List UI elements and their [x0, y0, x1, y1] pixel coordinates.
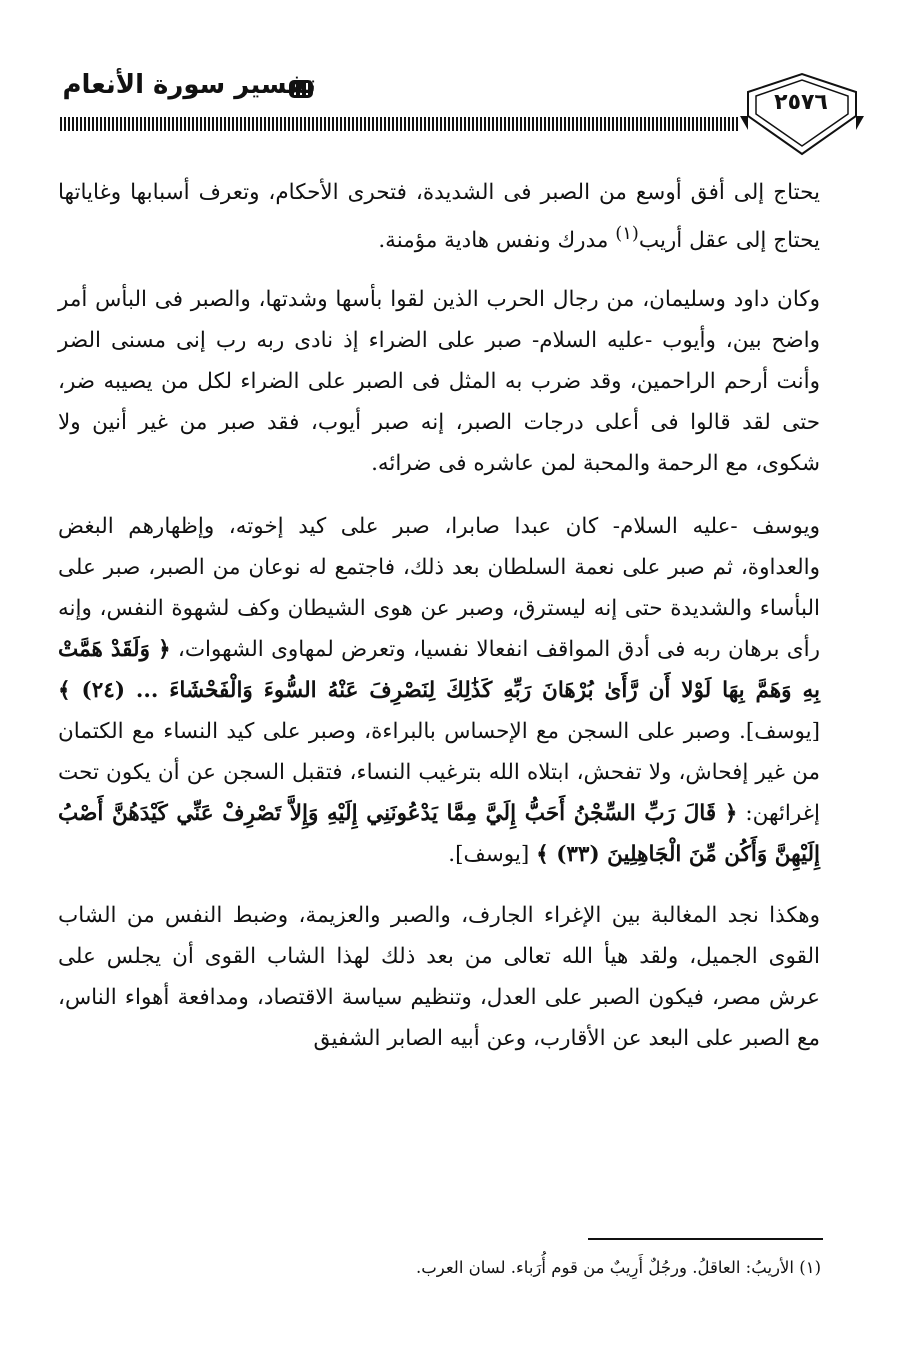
- text-run: وكان داود وسليمان، من رجال الحرب الذين لقوا بأسها وشدتها، والصبر فى البأس أمر واضح بين، وأيوب -عليه السلام- صبر على الضراء إذ نادى ربه رب إنى مسنى الضر وأنت أرحم الراحمين، وقد ضرب به المثل فى الصبر على الضراء لكل من يصيبه ضر، حتى لقد قالوا فى أعلى درجات الصبر، إنه صبر أيوب، فقد صبر من غير أنين ولا شكوى، مع الرحمة والمحبة لمن عاشره فى ضرائه.: [58, 287, 820, 477]
- paragraph: [58, 279, 820, 484]
- footnote-rule: [588, 1238, 823, 1240]
- page-number: ٢٥٧٦: [774, 90, 828, 115]
- paragraph: [58, 506, 820, 875]
- paragraph: [58, 172, 820, 261]
- paragraph: [58, 895, 820, 1059]
- quran-verse: ﴿ قَالَ رَبِّ السِّجْنُ أَحَبُّ إِلَيَّ مِمَّا يَدْعُونَنِي إِلَيْهِ وَإِلاَّ تَصْرِفْ عَنِّي كَيْدَهُنَّ أَصْبُ إِلَيْهِنَّ وَأَكُن مِّنَ الْجَاهِلِينَ (٣٣) ﴾: [58, 801, 820, 868]
- quran-verse: ﴿ وَلَقَدْ هَمَّتْ بِهِ وَهَمَّ بِهَا لَوْلا أَن رَّأَىٰ بُرْهَانَ رَبِّهِ كَذَٰلِكَ لِنَصْرِفَ عَنْهُ السُّوءَ وَالْفَحْشَاءَ ... (٢٤) ﴾: [58, 637, 820, 704]
- header-rule: [60, 117, 740, 131]
- text-run: يحتاج إلى أفق أوسع من الصبر فى الشديدة، فتحرى الأحكام، وتعرف أسبابها وغاياتها يحتاج إلى عقل أريب: [58, 180, 820, 254]
- text-run: وهكذا نجد المغالبة بين الإغراء الجارف، والصبر والعزيمة، وضبط النفس من الشاب القوى الجميل، ولقد هيأ الله تعالى من بعد ذلك لهذا الشاب القوى أن يجلس على عرش مصر، فيكون الصبر على العدل، وتنظيم سياسة الاقتصاد، ومدافعة أهواء الناس، مع الصبر على البعد عن الأقارب، وعن أبيه الصابر الشفيق: [58, 903, 820, 1052]
- text-run: [يوسف]. وصبر على السجن مع الإحساس بالبراءة، وصبر على كيد النساء مع الكتمان من غير إفحاش، ولا تفحش، ابتلاه الله بترغيب النساء، فتقبل السجن عن أن يكون تحت إغرائهن:: [58, 719, 820, 827]
- page-header: [0, 0, 921, 160]
- footnote: (١) الأريبُ: العاقلُ. ورجُلٌ أَرِيبٌ من قوم أُرَباء. لسان العرب.: [415, 1258, 821, 1277]
- footnote-marker: (١): [615, 223, 639, 244]
- text-run: ويوسف -عليه السلام- كان عبدا صابرا، صبر على كيد إخوته، وإظهارهم البغض والعداوة، ثم صبر على نعمة السلطان بعد ذلك، فاجتمع له نوعان من الصبر، صبر على البأساء والشديدة حتى إنه ليسترق، وصبر عن هوى الشيطان وكف لشهوة النفس، وإنه رأى برهان ربه فى أدق المواقف انفعالا نفسيا، وتعرض لمهاوى الشهوات،: [58, 514, 820, 663]
- body-text: [58, 172, 820, 1059]
- running-title: تفسير سورة الأنعام: [62, 70, 316, 100]
- text-run: مدرك ونفس هادية مؤمنة.: [378, 228, 616, 254]
- text-run: [يوسف].: [448, 842, 537, 868]
